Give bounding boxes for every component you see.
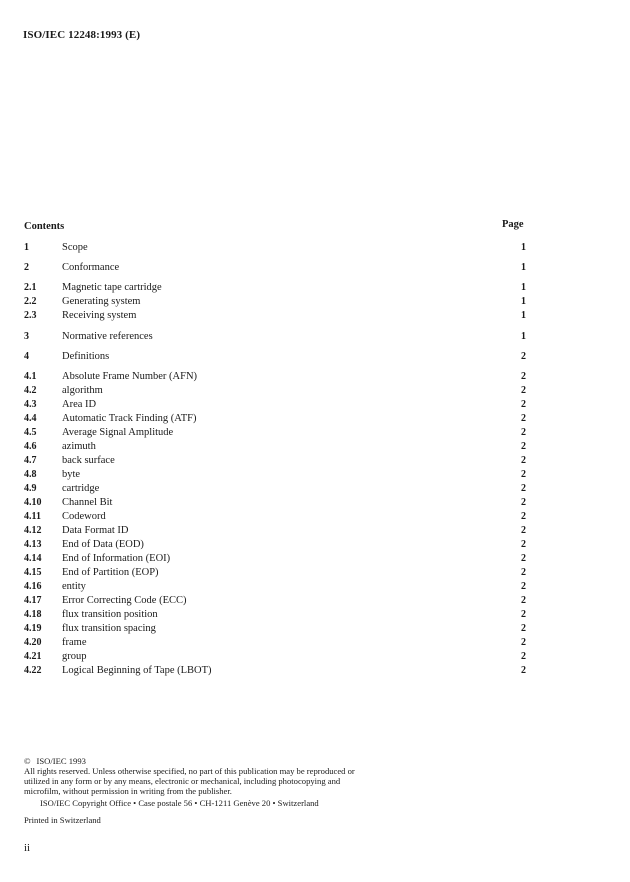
toc-entry-title: frame: [62, 637, 87, 648]
toc-entry-title: Scope: [62, 242, 88, 253]
toc-entry-title: Data Format ID: [62, 525, 129, 536]
toc-entry-page: 1: [521, 310, 526, 321]
toc-entry-page: 2: [521, 623, 526, 634]
toc-entry-number: 4.22: [24, 665, 42, 676]
copyright-symbol: ©: [24, 756, 31, 766]
toc-entry-title: Area ID: [62, 399, 97, 410]
toc-entry-number: 4: [24, 351, 29, 362]
toc-entry-number: 4.6: [24, 441, 37, 452]
toc-entry-title: azimuth: [62, 441, 96, 452]
toc-entry: [24, 524, 530, 538]
toc-entry-number: 4.16: [24, 581, 42, 592]
toc-entry-title: Codeword: [62, 511, 106, 522]
toc-entry-number: 3: [24, 331, 29, 342]
toc-entry-title: Definitions: [62, 351, 110, 362]
toc-entry-title: Normative references: [62, 331, 153, 342]
toc-entry-title: group: [62, 651, 87, 662]
toc-entry-page: 2: [521, 609, 526, 620]
toc-entry-page: 1: [521, 331, 526, 342]
toc-entry-title: Channel Bit: [62, 497, 113, 508]
toc-entry-page: 2: [521, 427, 526, 438]
toc-entry: [24, 412, 530, 426]
page-column-heading: Page: [502, 219, 524, 230]
toc-entry: [24, 510, 530, 524]
toc-entry: [24, 608, 530, 622]
toc-entry: [24, 241, 530, 255]
toc-entry-title: Conformance: [62, 262, 120, 273]
toc-entry-title: entity: [62, 581, 86, 592]
toc-entry: [24, 650, 530, 664]
toc-entry-number: 4.11: [24, 511, 41, 522]
toc-entry-page: 2: [521, 455, 526, 466]
toc-entry: [24, 398, 530, 412]
toc-entry-page: 2: [521, 413, 526, 424]
toc-entry: [24, 330, 530, 344]
toc-entry-number: 4.7: [24, 455, 37, 466]
toc-entry-number: 4.21: [24, 651, 42, 662]
toc-entry-page: 2: [521, 595, 526, 606]
toc-entry-number: 2.2: [24, 296, 37, 307]
toc-entry: [24, 384, 530, 398]
toc-entry-number: 4.10: [24, 497, 42, 508]
toc-entry-page: 2: [521, 581, 526, 592]
toc-entry-page: 1: [521, 262, 526, 273]
toc-entry-page: 2: [521, 371, 526, 382]
toc-entry-title: End of Partition (EOP): [62, 567, 159, 578]
toc-entry-page: 2: [521, 497, 526, 508]
toc-entry-title: End of Data (EOD): [62, 539, 144, 550]
toc-entry-title: Magnetic tape cartridge: [62, 282, 162, 293]
toc-entry-number: 4.20: [24, 637, 42, 648]
toc-entry-title: flux transition position: [62, 609, 158, 620]
toc-entry-page: 2: [521, 469, 526, 480]
printed-in: Printed in Switzerland: [24, 815, 101, 825]
toc-entry: [24, 636, 530, 650]
toc-entry-number: 4.1: [24, 371, 37, 382]
contents-heading: Contents: [24, 221, 65, 232]
rights-text: All rights reserved. Unless otherwise specified, no part of this publication may be reproduced or utilized in any form or by any means, electronic or mechanical, including photocopying and microfilm, without permission in writing from the publisher.: [24, 766, 355, 796]
toc-entry: [24, 370, 530, 384]
toc-entry-number: 4.15: [24, 567, 42, 578]
toc-entry-page: 2: [521, 351, 526, 362]
toc-entry-number: 1: [24, 242, 29, 253]
toc-entry-page: 2: [521, 399, 526, 410]
toc-entry: [24, 440, 530, 454]
toc-entry: [24, 261, 530, 275]
toc-entry-number: 4.5: [24, 427, 37, 438]
toc-entry-page: 2: [521, 539, 526, 550]
document-header: ISO/IEC 12248:1993 (E): [23, 29, 141, 41]
toc-entry-number: 2: [24, 262, 29, 273]
toc-entry-title: Automatic Track Finding (ATF): [62, 413, 197, 424]
toc-entry-page: 2: [521, 553, 526, 564]
toc-entry-number: 2.1: [24, 282, 37, 293]
page-number: ii: [24, 842, 31, 854]
toc-entry-number: 4.3: [24, 399, 37, 410]
toc-entry: [24, 426, 530, 440]
toc-entry: [24, 664, 530, 678]
toc-entry-number: 4.2: [24, 385, 37, 396]
toc-entry: [24, 295, 530, 309]
toc-entry: [24, 594, 530, 608]
toc-entry: [24, 552, 530, 566]
toc-entry-number: 4.8: [24, 469, 37, 480]
toc-entry: [24, 496, 530, 510]
toc-entry-page: 2: [521, 651, 526, 662]
copyright-notice: [24, 756, 374, 796]
toc-entry-number: 4.19: [24, 623, 42, 634]
toc-entry: [24, 468, 530, 482]
toc-entry-title: Receiving system: [62, 310, 137, 321]
toc-entry-page: 2: [521, 525, 526, 536]
toc-entry-title: Logical Beginning of Tape (LBOT): [62, 665, 212, 676]
toc-entry-page: 1: [521, 296, 526, 307]
toc-entry: [24, 350, 530, 364]
toc-entry-title: flux transition spacing: [62, 623, 156, 634]
toc-entry-title: cartridge: [62, 483, 100, 494]
toc-entry-title: back surface: [62, 455, 115, 466]
toc-entry: [24, 566, 530, 580]
toc-entry-page: 2: [521, 441, 526, 452]
toc-entry-page: 2: [521, 385, 526, 396]
toc-entry-title: byte: [62, 469, 81, 480]
toc-entry-page: 2: [521, 665, 526, 676]
toc-entry: [24, 580, 530, 594]
toc-entry-title: Average Signal Amplitude: [62, 427, 174, 438]
toc-entry: [24, 281, 530, 295]
toc-entry: [24, 482, 530, 496]
toc-entry-title: Absolute Frame Number (AFN): [62, 371, 198, 382]
toc-entry-number: 2.3: [24, 310, 37, 321]
toc-entry-number: 4.14: [24, 553, 42, 564]
toc-entry-title: algorithm: [62, 385, 103, 396]
toc-entry-page: 1: [521, 282, 526, 293]
toc-entry: [24, 309, 530, 323]
toc-entry-page: 2: [521, 637, 526, 648]
toc-entry-page: 1: [521, 242, 526, 253]
toc-entry-number: 4.13: [24, 539, 42, 550]
toc-entry-page: 2: [521, 567, 526, 578]
toc-entry-title: End of Information (EOI): [62, 553, 171, 564]
toc-entry-number: 4.17: [24, 595, 42, 606]
toc-entry: [24, 454, 530, 468]
copyright-holder: ISO/IEC 1993: [36, 756, 86, 766]
toc-entry-number: 4.9: [24, 483, 37, 494]
toc-entry-number: 4.4: [24, 413, 37, 424]
toc-entry: [24, 622, 530, 636]
toc-entry-title: Error Correcting Code (ECC): [62, 595, 187, 606]
toc-entry-page: 2: [521, 511, 526, 522]
toc-entry-number: 4.18: [24, 609, 42, 620]
copyright-office-address: ISO/IEC Copyright Office • Case postale 56 • CH-1211 Genève 20 • Switzerland: [40, 798, 319, 808]
toc-entry-number: 4.12: [24, 525, 42, 536]
toc-entry-title: Generating system: [62, 296, 141, 307]
toc-entry-page: 2: [521, 483, 526, 494]
toc-entry: [24, 538, 530, 552]
